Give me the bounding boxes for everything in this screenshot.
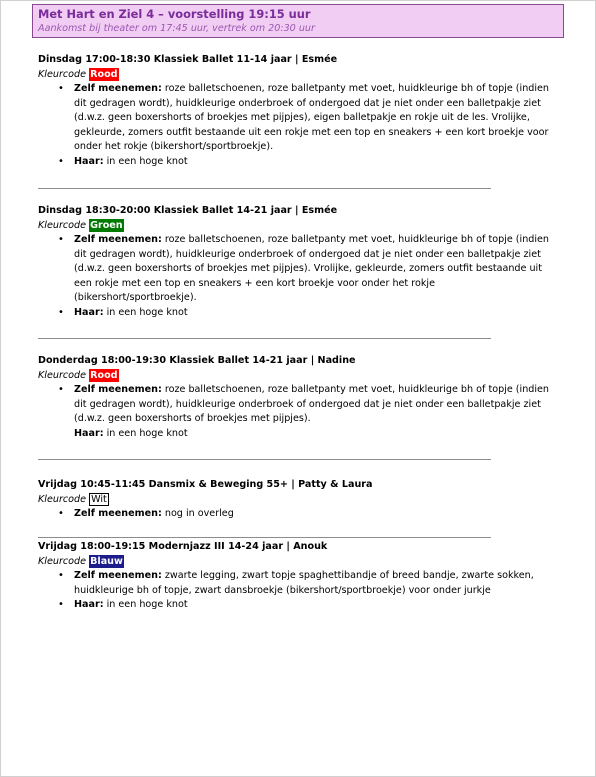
color-code-badge: Groen bbox=[90, 220, 123, 231]
item-text: in een hoge knot bbox=[106, 155, 188, 167]
list-item-zelf-meenemen bbox=[74, 383, 558, 441]
class-section-dansmix-55 bbox=[38, 478, 558, 522]
color-code-line bbox=[38, 492, 558, 507]
class-section-klassiek-ballet-11-14 bbox=[38, 53, 558, 169]
item-label: Haar: bbox=[74, 306, 104, 318]
class-section-klassiek-ballet-14-21-nadine bbox=[38, 354, 558, 441]
haar-line bbox=[74, 427, 558, 442]
section-title: Dinsdag 17:00-18:30 Klassiek Ballet 11-14 jaar | Esmée bbox=[38, 54, 338, 65]
bullet-list bbox=[38, 233, 558, 320]
item-label: Haar: bbox=[74, 599, 104, 610]
list-item-haar bbox=[74, 155, 558, 170]
color-code-label: Kleurcode bbox=[38, 494, 87, 505]
color-code-badge: Wit bbox=[91, 494, 107, 505]
item-text: roze balletschoenen, roze balletpanty met voet, huidkleurige bh of topje (indien dit gedragen wordt), huidkleurige onderbroek of ondergoed dat je niet onder een balletpakje ziet (d.w.z. geen boxershorts of broekjes met pijpjes), eigen balletpakje en rokje uit de les. Vrolijke, gekleurde, zomers outfit bestaande uit een rokje met een top en sneakers + een kort broekje voor onder het rokje (bikershort/sportbroekje). bbox=[74, 83, 550, 152]
item-text: zwarte legging, zwart topje spaghettibandje of breed bandje, zwarte sokken, huidkleurige bh of topje, zwart dansbroekje (bikershort/sportbroekje) voor onder jurkje bbox=[74, 570, 534, 596]
item-text: in een hoge knot bbox=[106, 427, 188, 439]
banner-title: Met Hart en Ziel 4 – voorstelling 19:15 uur bbox=[38, 7, 311, 21]
section-title: Vrijdag 10:45-11:45 Dansmix & Beweging 55+ | Patty & Laura bbox=[38, 479, 373, 490]
item-label: Zelf meenemen: bbox=[74, 384, 162, 395]
bullet-list bbox=[38, 507, 558, 522]
color-code-badge: Rood bbox=[90, 69, 118, 80]
item-label: Zelf meenemen: bbox=[74, 508, 162, 519]
class-section-klassiek-ballet-14-21-esmee bbox=[38, 204, 558, 320]
color-code-badge: Blauw bbox=[90, 556, 123, 567]
bullet-list bbox=[38, 569, 558, 613]
bullet-list bbox=[38, 383, 558, 441]
list-item-zelf-meenemen bbox=[74, 569, 558, 598]
color-code-label: Kleurcode bbox=[38, 69, 87, 80]
item-label: Zelf meenemen: bbox=[74, 570, 162, 581]
item-text: in een hoge knot bbox=[106, 599, 188, 610]
section-title: Dinsdag 18:30-20:00 Klassiek Ballet 14-21 jaar | Esmée bbox=[38, 205, 338, 216]
item-text: in een hoge knot bbox=[106, 306, 188, 318]
show-banner bbox=[32, 4, 564, 38]
color-code-line bbox=[38, 218, 558, 233]
color-code-label: Kleurcode bbox=[38, 370, 87, 381]
list-item-zelf-meenemen bbox=[74, 233, 558, 306]
banner-subtitle: Aankomst bij theater om 17:45 uur, vertrek om 20:30 uur bbox=[38, 23, 315, 34]
color-code-label: Kleurcode bbox=[38, 556, 87, 567]
separator-line bbox=[38, 188, 491, 189]
item-label: Haar: bbox=[74, 427, 104, 439]
separator-line bbox=[38, 459, 491, 460]
separator-line bbox=[38, 537, 491, 538]
item-text: roze balletschoenen, roze balletpanty met voet, huidkleurige bh of topje (indien dit gedragen wordt), huidkleurige onderbroek of ondergoed dat je niet onder een balletpakje ziet (d.w.z. geen boxershorts of broekjes met pijpjes). Vrolijke, gekleurde, zomers outfit bestaande uit een rokje met een top en sneakers + een kort broekje voor onder het rokje (bikershort/sportbroekje). bbox=[74, 234, 550, 303]
list-item-zelf-meenemen bbox=[74, 507, 558, 522]
color-code-label: Kleurcode bbox=[38, 220, 87, 231]
item-text: roze balletschoenen, roze balletpanty met voet, huidkleurige bh of topje (indien dit gedragen wordt), huidkleurige onderbroek of ondergoed dat je niet onder een balletpakje ziet (d.w.z. geen boxershorts of broekjes met pijpjes). bbox=[74, 384, 550, 424]
color-code-line bbox=[38, 554, 558, 569]
item-label: Zelf meenemen: bbox=[74, 83, 162, 94]
color-code-badge: Rood bbox=[90, 370, 118, 381]
item-label: Haar: bbox=[74, 155, 104, 167]
class-section-modernjazz-iii bbox=[38, 540, 558, 613]
section-title: Vrijdag 18:00-19:15 Modernjazz III 14-24 jaar | Anouk bbox=[38, 541, 328, 552]
list-item-haar bbox=[74, 306, 558, 321]
list-item-haar bbox=[74, 598, 558, 613]
color-code-line bbox=[38, 67, 558, 82]
section-title: Donderdag 18:00-19:30 Klassiek Ballet 14-21 jaar | Nadine bbox=[38, 355, 356, 366]
bullet-list bbox=[38, 82, 558, 169]
item-label: Zelf meenemen: bbox=[74, 234, 162, 245]
color-code-line bbox=[38, 368, 558, 383]
item-text: nog in overleg bbox=[164, 508, 234, 519]
list-item-zelf-meenemen bbox=[74, 82, 558, 155]
separator-line bbox=[38, 338, 491, 339]
